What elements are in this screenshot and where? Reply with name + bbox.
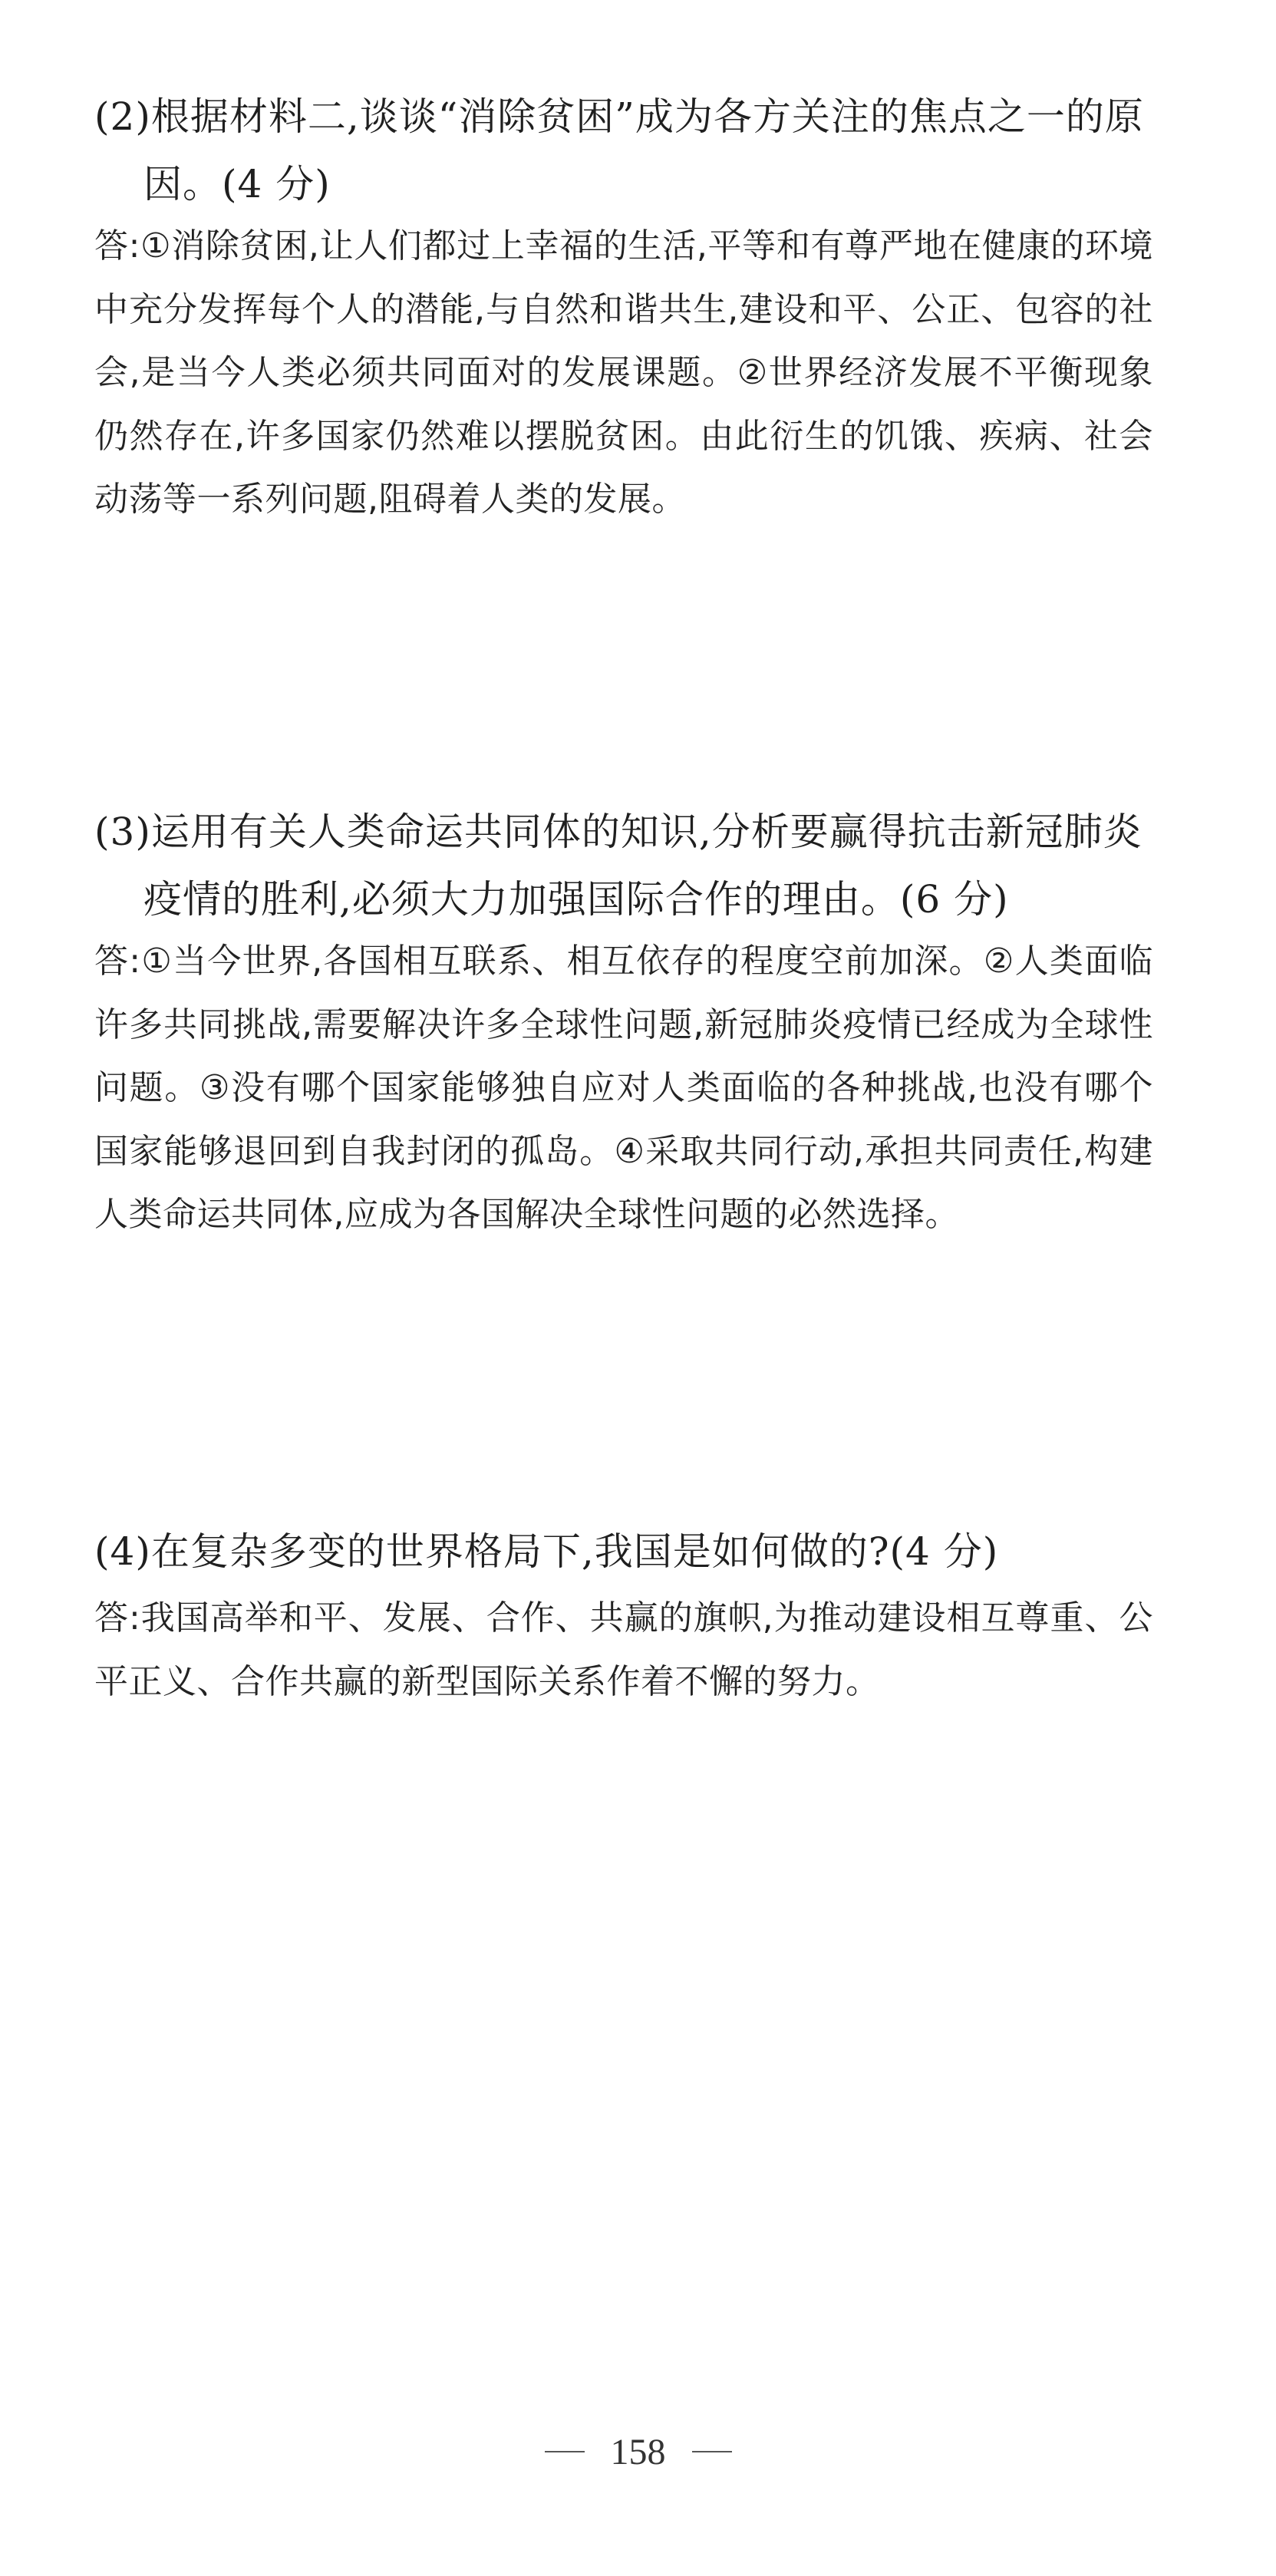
answer-2: 答:①消除贫困,让人们都过上幸福的生活,平等和有尊严地在健康的环境中充分发挥每个人的潜能,与自然和谐共生,建设和平、公正、包容的社会,是当今人类必须共同面对的发展课题。②世界经济发展不平衡现象仍然存在,许多国家仍然难以摆脱贫困。由此衍生的饥饿、疾病、社会动荡等一系列问题,阻碍着人类的发展。 xyxy=(94,226,1153,519)
question-2 xyxy=(94,83,1153,218)
page-number: 158 xyxy=(610,2431,666,2472)
question-2-line2: 因。(4 分) xyxy=(143,162,331,206)
question-3 xyxy=(94,798,1153,933)
answer-4: 答:我国高举和平、发展、合作、共赢的旗帜,为推动建设相互尊重、公平正义、合作共赢的新型国际关系作着不懈的努力。 xyxy=(94,1598,1153,1701)
question-4 xyxy=(94,1518,1153,1585)
question-4-line1: (4)在复杂多变的世界格局下,我国是如何做的?(4 分) xyxy=(94,1529,999,1574)
footer-left-dash xyxy=(545,2451,585,2452)
question-3-line2: 疫情的胜利,必须大力加强国际合作的理由。(6 分) xyxy=(143,877,1009,922)
page-footer xyxy=(0,2425,1276,2479)
footer-right-dash xyxy=(692,2451,732,2452)
answer-3: 答:①当今世界,各国相互联系、相互依存的程度空前加深。②人类面临许多共同挑战,需要解决许多全球性问题,新冠肺炎疫情已经成为全球性问题。③没有哪个国家能够独自应对人类面临的各种挑战,也没有哪个国家能够退回到自我封闭的孤岛。④采取共同行动,承担共同责任,构建人类命运共同体,应成为各国解决全球性问题的必然选择。 xyxy=(94,942,1153,1234)
question-2-line1: (2)根据材料二,谈谈“消除贫困”成为各方关注的焦点之一的原 xyxy=(94,94,1144,139)
question-3-line1: (3)运用有关人类命运共同体的知识,分析要赢得抗击新冠肺炎 xyxy=(94,810,1142,854)
